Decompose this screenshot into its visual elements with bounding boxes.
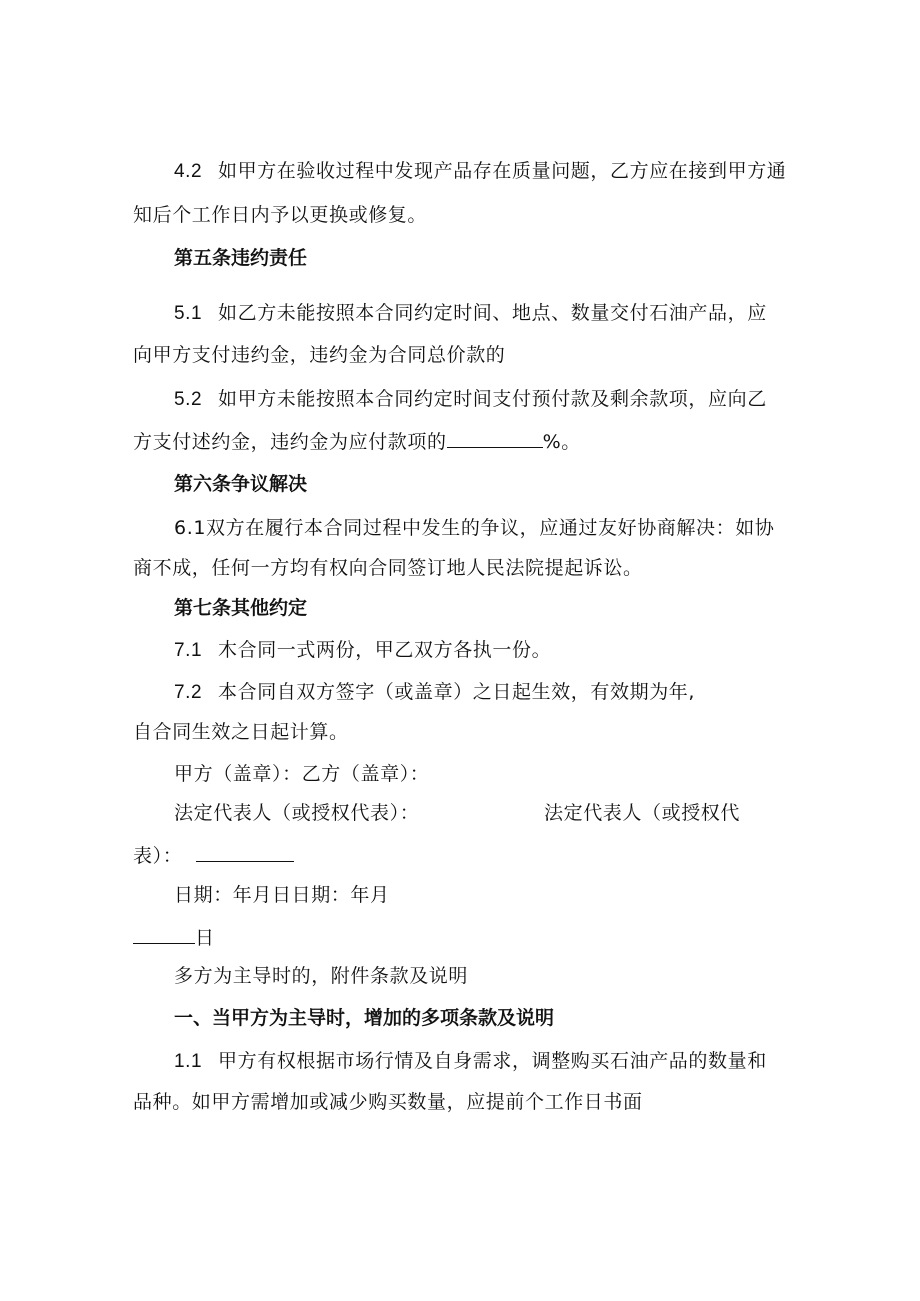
clause-5-1-cont: 向甲方支付违约金，违约金为合同总价款的 xyxy=(133,344,506,366)
heading-article-5: 第五条违约责任 xyxy=(174,247,308,269)
signature-blank xyxy=(196,843,294,862)
clause-number: 7.1 xyxy=(174,640,203,661)
clause-text: 本合同自双方签字（或盖章）之日起生效，有效期为年, xyxy=(218,681,696,703)
date-blank xyxy=(133,925,195,944)
heading-article-7: 第七条其他约定 xyxy=(174,597,308,619)
clause-appendix-1-1 xyxy=(174,1049,767,1074)
clause-number: 4.2 xyxy=(174,161,203,182)
representative-cont xyxy=(133,843,294,868)
blank-line xyxy=(447,429,543,448)
clause-text: 甲方有权根据市场行情及自身需求，调整购买石油产品的数量和 xyxy=(218,1050,767,1072)
date-line: 日期：年月日日期：年月 xyxy=(174,884,390,906)
clause-7-1 xyxy=(174,638,551,663)
seal-line: 甲方（盖章）：乙方（盖章）： xyxy=(174,763,430,785)
clause-text: 表）： xyxy=(133,845,183,867)
clause-6-1: 6.1双方在履行本合同过程中发生的争议，应通过友好协商解决：如协 xyxy=(174,517,775,539)
clause-4-2-cont: 知后个工作日内予以更换或修复。 xyxy=(133,204,428,226)
clause-number: 7.2 xyxy=(174,682,203,703)
appendix-intro: 多方为主导时的，附件条款及说明 xyxy=(174,965,469,987)
clause-text: 方支付述约金，违约金为应付款项的 xyxy=(133,431,447,453)
heading-appendix-1: 一、当甲方为主导时，增加的多项条款及说明 xyxy=(174,1007,555,1029)
clause-appendix-1-1-cont: 品种。如甲方需增加或减少购买数量，应提前个工作日书面 xyxy=(133,1091,643,1113)
date-line-cont xyxy=(133,925,215,950)
clause-7-2 xyxy=(174,680,695,705)
clause-text: 日 xyxy=(195,927,215,949)
clause-text: 如甲方在验收过程中发现产品存在质量问题，乙方应在接到甲方通 xyxy=(218,160,787,182)
clause-6-1-cont: 商不成，任何一方均有权向合同签订地人民法院提起诉讼。 xyxy=(133,557,643,579)
clause-4-2 xyxy=(174,159,786,184)
clause-number: 1.1 xyxy=(174,1051,203,1072)
clause-text: %。 xyxy=(542,431,581,453)
clause-number: 5.2 xyxy=(174,389,203,410)
heading-article-6: 第六条争议解决 xyxy=(174,473,308,495)
clause-5-2-cont xyxy=(133,429,581,454)
clause-text: 如甲方未能按照本合同约定时间支付预付款及剩余款项，应向乙 xyxy=(218,388,767,410)
clause-5-1 xyxy=(174,301,767,326)
clause-number: 5.1 xyxy=(174,303,203,324)
clause-5-2 xyxy=(174,387,767,412)
representative-a: 法定代表人（或授权代表）： xyxy=(174,802,420,824)
clause-text: 如乙方未能按照本合同约定时间、地点、数量交付石油产品，应 xyxy=(218,302,767,324)
representative-b: 法定代表人（或授权代 xyxy=(544,802,741,824)
clause-text: 木合同一式两份，甲乙双方各执一份。 xyxy=(218,639,552,661)
clause-7-2-cont: 自合同生效之日起计算。 xyxy=(133,721,349,743)
